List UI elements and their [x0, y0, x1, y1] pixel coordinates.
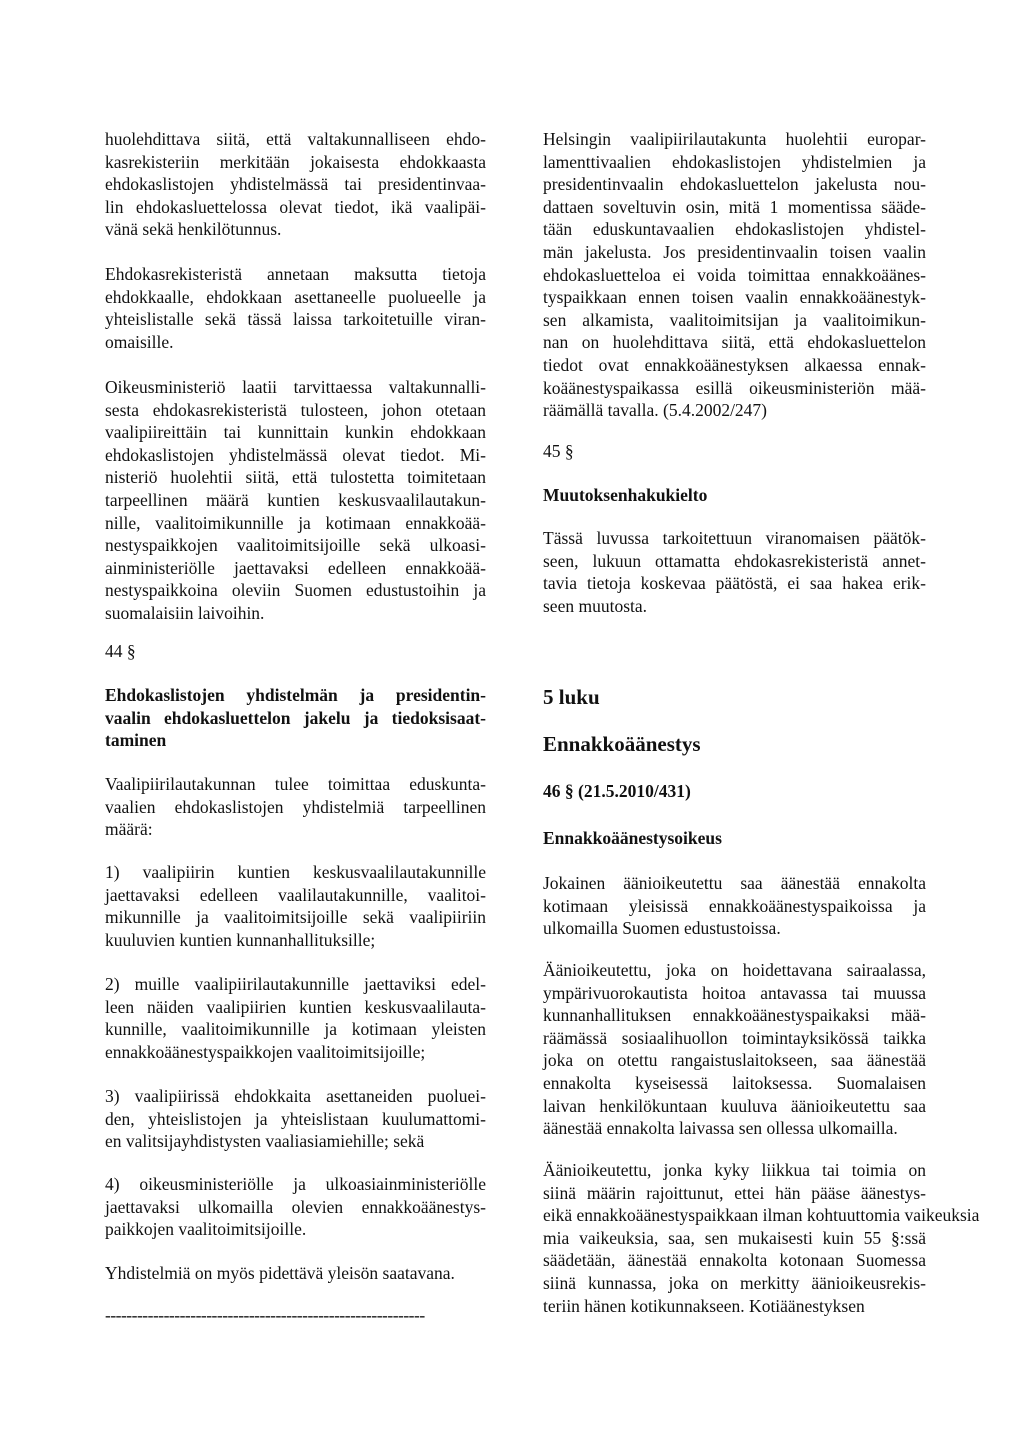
text-line: Yhdistelmiä on myös pidettävä yleisön saatavana. [105, 1263, 455, 1283]
text-line: Ehdokasrekisteristä annetaan maksutta tietoja [105, 264, 486, 284]
text-line: siinä määrin rajoittunut, ettei hän pääse äänestys- [543, 1182, 926, 1203]
text-line: ehdokaslistojen yhdistelmässä olevat tiedot. Mi- [105, 444, 486, 465]
text-line: äänestää ennakolta laivassa sen ollessa ulkomailla. [543, 1118, 898, 1139]
text-line: dattaen soveltuvin osin, mitä 1 momentissa sääde- [543, 196, 926, 217]
text-line: män jakelusta. Jos presidentinvaalin toisen vaalin [543, 241, 926, 262]
text-line: mia vaikeuksia, saa, sen mukaisesti kuin 55 §:ssä [543, 1227, 926, 1248]
paragraph-helsinki-board [543, 128, 926, 422]
text-line: räämässä sosiaalihuollon toimintayksikössä taikka [543, 1027, 926, 1048]
section-number-45: 45 § [543, 441, 574, 461]
text-line: seen, lukuun ottamatta ehdokasrekisteristä annet- [543, 550, 926, 571]
chapter-title: Ennakkoäänestys [543, 732, 701, 756]
text-line: ehdokaslistojen yhdistelmässä tai presidentinvaa- [105, 174, 486, 195]
text-line: mikunnille ja vaalitoimitsijoille sekä vaalipiiriin [105, 907, 486, 928]
text-line: laivan henkilökuntaan kuuluva äänioikeutettu saa [543, 1095, 926, 1116]
heading-line: taminen [105, 730, 167, 751]
text-line: kunnanhallituksen ennakkoäänestyspaikaksi mää- [543, 1005, 926, 1026]
text-line: seen muutosta. [543, 595, 648, 616]
section-title-46: Ennakkoäänestysoikeus [543, 828, 722, 848]
section-title-45: Muutoksenhakukielto [543, 485, 708, 505]
text-line: siinä kunnassa, joka on merkitty äänioikeusrekis- [543, 1272, 926, 1293]
text-line: säädetään, äänestää ennakolta kotonaan Suomessa [543, 1250, 926, 1271]
text-line: määrä: [105, 819, 153, 840]
text-line: Äänioikeutettu, joka on hoidettavana sairaalassa, [543, 960, 926, 980]
text-line: omaisille. [105, 331, 174, 352]
text-line: vänä sekä henkilötunnus. [105, 219, 282, 240]
text-line: koäänestyspaikassa esillä oikeusministeriön mää- [543, 377, 926, 398]
text-line: paikkojen vaalitoimitsijoille. [105, 1219, 307, 1240]
text-line: ulkomailla Suomen edustustoissa. [543, 918, 781, 939]
paragraph-advance-voting-right [543, 872, 926, 940]
text-line: nestyspaikkoina oleviin Suomen edustustoihin ja [105, 580, 486, 601]
text-line: yhteislistalle sekä tässä laissa tarkoitetuille viran- [105, 309, 486, 330]
heading-line: Ehdokaslistojen yhdistelmän ja presidentin- [105, 685, 486, 705]
text-line: eikä ennakkoäänestyspaikkaan ilman kohtuuttomia vaikeuksia [543, 1205, 980, 1226]
text-line: nestyspaikkojen vaalitoimitsijoille sekä ulkoasi- [105, 535, 486, 556]
text-line: Jokainen äänioikeutettu saa äänestää ennakolta [543, 873, 926, 893]
text-line: räämällä tavalla. (5.4.2002/247) [543, 400, 768, 421]
text-line: sesta ehdokasrekisteristä tulosteen, johon otetaan [105, 399, 486, 420]
section-number-44: 44 § [105, 641, 136, 661]
text-line: tavia tietoja koskevaa päätöstä, ei saa hakea erik- [543, 573, 926, 594]
text-line: Helsingin vaalipiirilautakunta huolehtii europar- [543, 129, 926, 149]
text-line: 3) vaalipiirissä ehdokkaita asettaneiden puoluei- [105, 1086, 486, 1106]
text-line: tarpeellinen määrä kuntien keskusvaalilautakun- [105, 489, 486, 510]
text-line: en valitsijayhdistysten vaaliasiamiehille; sekä [105, 1131, 425, 1152]
section-number-46: 46 § (21.5.2010/431) [543, 781, 691, 801]
heading-line: vaalin ehdokasluettelon jakelu ja tiedoksisaat- [105, 707, 486, 728]
paragraph-institutional-voting [543, 959, 926, 1140]
text-line: teriin hänen kotikunnakseen. Kotiäänestyksen [543, 1295, 865, 1316]
text-line: lin ehdokasluettelossa olevat tiedot, ikä vaalipäi- [105, 196, 486, 217]
text-line: huolehdittava siitä, että valtakunnalliseen ehdo- [105, 129, 486, 149]
text-line: 4) oikeusministeriölle ja ulkoasiainministeriölle [105, 1174, 486, 1194]
text-line: jaettavaksi ulkomailla olevien ennakkoäänestys- [105, 1196, 486, 1217]
text-line: ennakolta kyseisessä laitoksessa. Suomalaisen [543, 1072, 926, 1093]
text-line: jaettavaksi edelleen vaalilautakunnille, vaalitoi- [105, 884, 486, 905]
text-line: sen alkamista, vaalitoimitsijan ja vaalitoimikun- [543, 309, 926, 330]
page-separator: ------------------------------------------------------------ [105, 1305, 425, 1325]
text-line: presidentinvaalin ehdokasluettelon jakelusta nou- [543, 174, 926, 195]
text-line: 2) muille vaalipiirilautakunnille jaettaviksi edel- [105, 974, 486, 994]
text-line: ympärivuorokautista hoitoa antavassa tai muussa [543, 982, 926, 1003]
text-line: joka on otettu rangaistuslaitokseen, saa äänestää [543, 1050, 926, 1071]
text-line: den, yhteislistojen ja yhteislistaan kuulumattomi- [105, 1108, 486, 1129]
paragraph-home-voting [543, 1159, 980, 1317]
paragraph-no-appeal [543, 527, 926, 617]
text-line: 1) vaalipiirin kuntien keskusvaalilautakunnille [105, 862, 486, 882]
text-line: lamenttivaalien ehdokaslistojen yhdistelmien ja [543, 151, 926, 172]
text-line: ennakkoäänestyspaikkojen vaalitoimitsijoille; [105, 1041, 426, 1062]
chapter-number: 5 luku [543, 685, 600, 709]
text-line: Äänioikeutettu, jonka kyky liikkua tai toimia on [543, 1160, 926, 1180]
text-line: kuuluvien kuntien kunnanhallituksille; [105, 929, 376, 950]
text-line: Tässä luvussa tarkoitettuun viranomaisen päätök- [543, 528, 926, 548]
text-line: nille, vaalitoimikunnille ja kotimaan ennakkoää- [105, 512, 486, 533]
text-line: ehdokasluetteloa ei voida toimittaa ennakkoäänes- [543, 264, 926, 285]
text-line: leen näiden vaalipiirien kuntien keskusvaalilauta- [105, 996, 486, 1017]
text-line: Vaalipiirilautakunnan tulee toimittaa eduskunta- [105, 774, 486, 794]
text-line: kasrekisteriin merkitään jokaisesta ehdokkaasta [105, 151, 486, 172]
text-line: tiedot ovat ennakkoäänestyksen alkaessa ennak- [543, 354, 926, 375]
text-line: suomalaisiin laivoihin. [105, 602, 265, 623]
text-line: vaalien ehdokaslistojen yhdistelmiä tarpeellinen [105, 796, 486, 817]
text-line: ainministeriölle jaettavaksi edelleen ennakkoää- [105, 557, 486, 578]
text-line: tyspaikkaan ennen toisen vaalin ennakkoäänestyk- [543, 287, 926, 308]
text-line: nisteriö huolehtii siitä, että tulostetta toimitetaan [105, 467, 486, 488]
text-line: tään eduskuntavaalien ehdokaslistojen yhdistel- [543, 219, 926, 240]
text-line: nan on huolehdittava siitä, että ehdokasluettelon [543, 332, 926, 353]
text-line: kunnille, vaalitoimikunnille ja kotimaan yleisten [105, 1019, 486, 1040]
text-line: ehdokkaalle, ehdokkaan asettaneelle puolueelle ja [105, 286, 486, 307]
text-line: vaalipiireittäin tai kunnittain kunkin ehdokkaan [105, 422, 486, 443]
text-line: kotimaan yleisissä ennakkoäänestyspaikoissa ja [543, 895, 926, 916]
text-line: Oikeusministeriö laatii tarvittaessa valtakunnalli- [105, 377, 486, 397]
